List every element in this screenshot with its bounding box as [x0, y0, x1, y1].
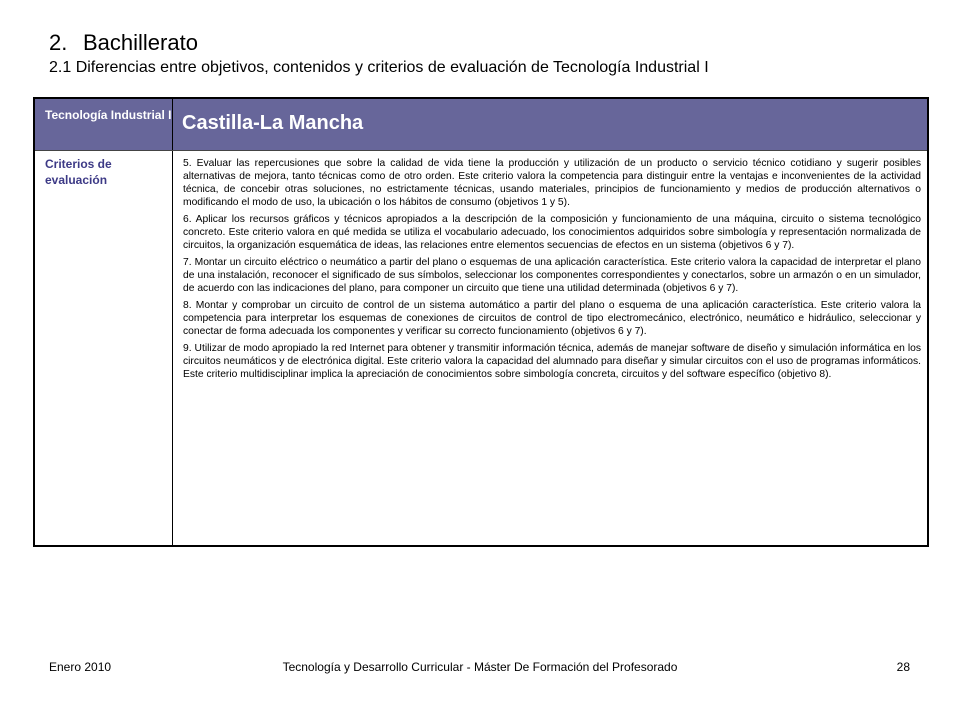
- criteria-cell: [174, 151, 927, 545]
- criteria-table: [33, 97, 929, 547]
- header-subject: Tecnología Industrial I: [35, 99, 173, 150]
- subsection-title: 2.1 Diferencias entre objetivos, contenidos y criterios de evaluación de Tecnología Industrial I: [49, 59, 709, 76]
- criterion-item: 7. Montar un circuito eléctrico o neumático a partir del plano o esquemas de una aplicación característica. Este criterio valora la capacidad de interpretar el plano de una instalación, reconocer el significado de sus símbolos, seleccionar los componentes correspondientes y conectarlos, sobre un armazón o en un simulador, de acuerdo con las indicaciones del plano, para componer un circuito que tiene una utilidad determinada (objetivos 6 y 7).: [183, 257, 921, 294]
- footer-date: Enero 2010: [49, 660, 112, 674]
- header-region: Castilla-La Mancha: [182, 112, 364, 134]
- section-number: 2.: [49, 30, 68, 55]
- section-heading: [49, 30, 198, 56]
- footer-title: Tecnología y Desarrollo Curricular - Máster De Formación del Profesorado: [282, 660, 678, 674]
- row-label: Criterios de evaluación: [35, 151, 173, 545]
- criterion-item: 8. Montar y comprobar un circuito de control de un sistema automático a partir del plano o esquema de una aplicación característica. Este criterio valora la competencia para interpretar los esquemas de conexiones de circuitos de control de tipo electromecánico, electrónico, neumático e hidráulico, seleccionar y conectar de forma adecuada los componentes y verificar su correcto funcionamiento (objetivos 6 y 7).: [183, 300, 921, 337]
- section-title: Bachillerato: [83, 30, 198, 55]
- criterion-item: 5. Evaluar las repercusiones que sobre la calidad de vida tiene la producción y utilización de un producto o servicio técnico cotidiano y sugerir posibles alternativas de mejora, tanto técnicas como de otro orden. Este criterio valora la competencia para distinguir entre la ventajas e inconvenientes de la actividad técnica, de concebir otras soluciones, no estrictamente técnicas, usando materiales, principios de funcionamiento y medios de producción alternativos o modificando el modo de uso, la ubicación o los hábitos de consumo (objetivos 1 y 5).: [183, 158, 921, 208]
- page-number: 28: [896, 660, 910, 674]
- criterion-item: 6. Aplicar los recursos gráficos y técnicos apropiados a la descripción de la composición y funcionamiento de una máquina, circuito o sistema tecnológico concreto. Este criterio valora en qué medida se utiliza el vocabulario adecuado, los conocimientos adquiridos sobre simbología y representación normalizada de circuitos, la organización esquemática de ideas, las relaciones entre elementos secuencias de efectos en un sistema (objetivos 6 y 7).: [183, 214, 921, 251]
- criterion-item: 9. Utilizar de modo apropiado la red Internet para obtener y transmitir información técnica, además de manejar software de diseño y simulación informática en los circuitos neumáticos y de electrónica digital. Este criterio valora la capacidad del alumnado para diseñar y simular circuitos con el uso de programas informáticos. Este criterio multidisciplinar implica la apreciación de conocimientos sobre simbología concreta, circuitos y del software específico (objetivo 8).: [183, 343, 921, 380]
- table-header-row: [35, 99, 927, 151]
